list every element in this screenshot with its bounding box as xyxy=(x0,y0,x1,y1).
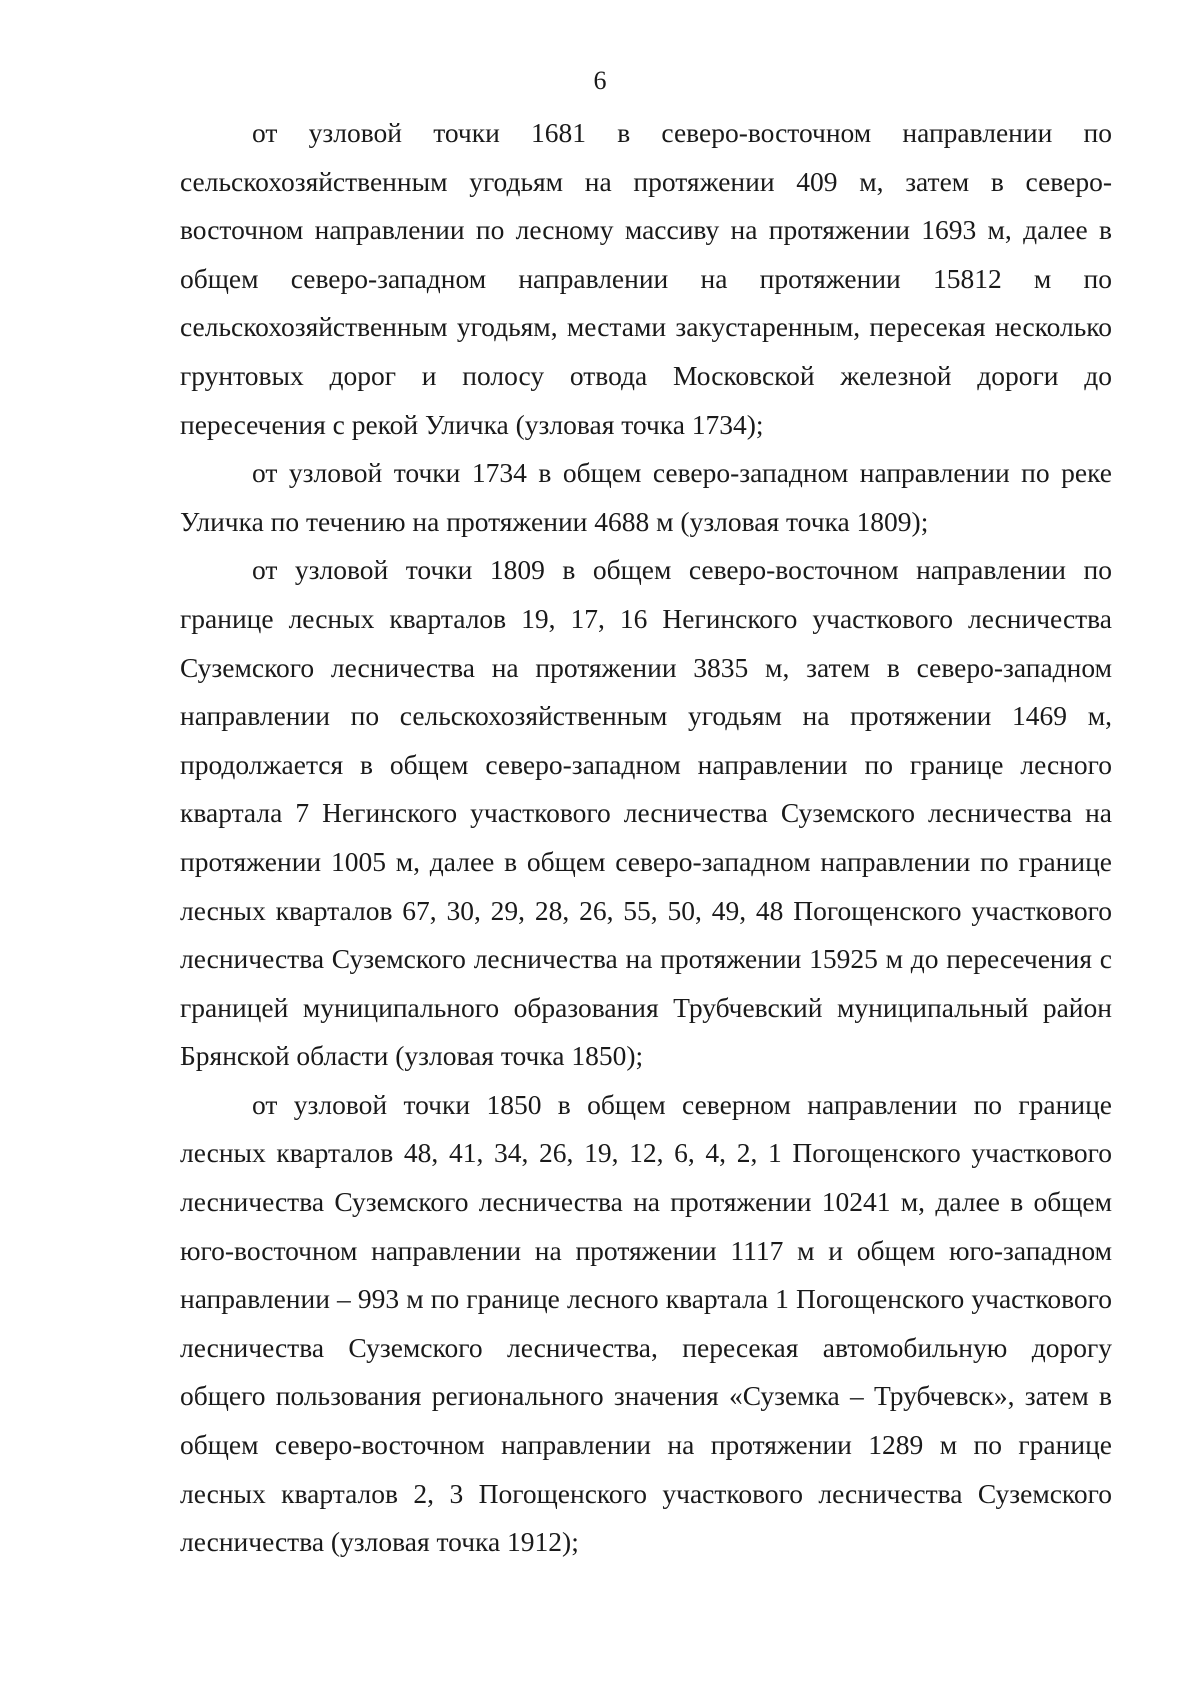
paragraph-4: от узловой точки 1850 в общем северном направлении по границе лесных кварталов 48, 41, 34, 26, 19, 12, 6, 4, 2, 1 Погощенского участкового лесничества Суземского лесничества на протяжении 10241 м, далее в общем юго-восточном направлении на протяжении 1117 м и общем юго-западном направлении – 993 м по границе лесного квартала 1 Погощенского участкового лесничества Суземского лесничества, пересекая автомобильную дорогу общего пользования регионального значения «Суземка – Трубчевск», затем в общем северо-восточном направлении на протяжении 1289 м по границе лесных кварталов 2, 3 Погощенского участкового лесничества Суземского лесничества (узловая точка 1912); xyxy=(180,1088,1112,1558)
paragraph-1: от узловой точки 1681 в северо-восточном направлении по сельскохозяйственным угодьям на протяжении 409 м, затем в северо-восточном направлении по лесному массиву на протяжении 1693 м, далее в общем северо-западном направлении на протяжении 15812 м по сельскохозяйственным угодьям, местами закустаренным, пересекая несколько грунтовых дорог и полосу отвода Московской железной дороги до пересечения с рекой Уличка (узловая точка 1734); xyxy=(180,117,1112,440)
page-number: 6 xyxy=(593,66,607,95)
document-body xyxy=(180,109,1112,1567)
paragraph-3: от узловой точки 1809 в общем северо-восточном направлении по границе лесных кварталов 19, 17, 16 Негинского участкового лесничества Суземского лесничества на протяжении 3835 м, затем в северо-западном направлении по сельскохозяйственным угодьям на протяжении 1469 м, продолжается в общем северо-западном направлении по границе лесного квартала 7 Негинского участкового лесничества Суземского лесничества на протяжении 1005 м, далее в общем северо-западном направлении по границе лесных кварталов 67, 30, 29, 28, 26, 55, 50, 49, 48 Погощенского участкового лесничества Суземского лесничества на протяжении 15925 м до пересечения с границей муниципального образования Трубчевский муниципальный район Брянской области (узловая точка 1850); xyxy=(180,554,1112,1072)
paragraph-2: от узловой точки 1734 в общем северо-западном направлении по реке Уличка по течению на протяжении 4688 м (узловая точка 1809); xyxy=(180,457,1112,537)
